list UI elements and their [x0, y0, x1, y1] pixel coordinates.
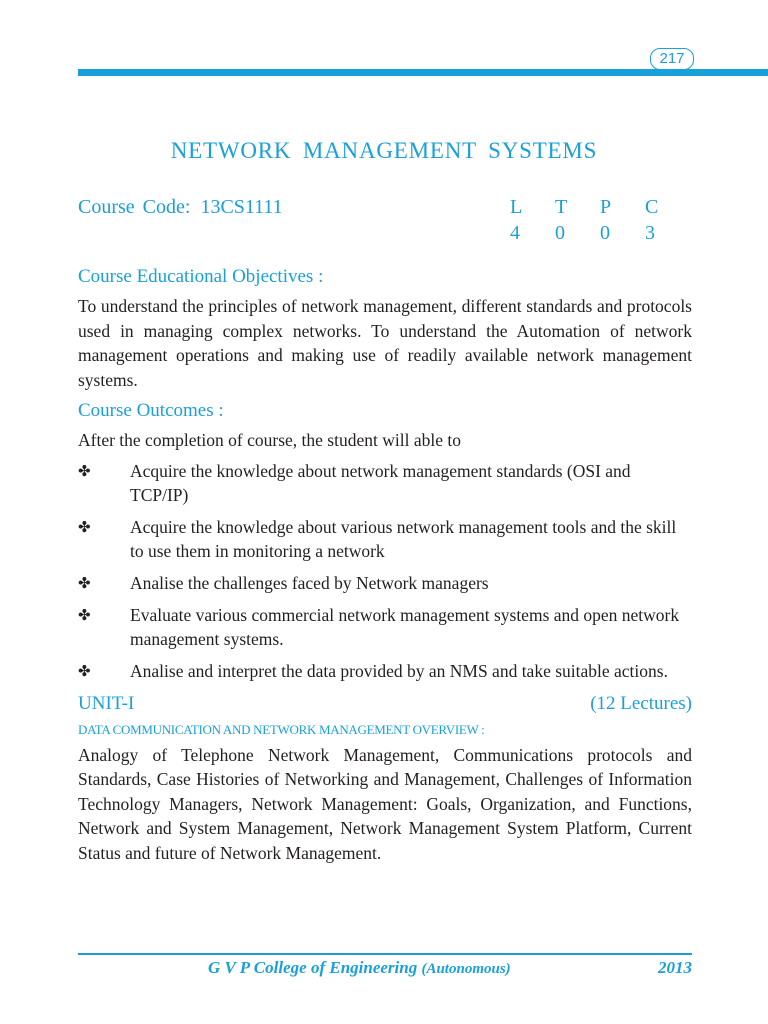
bullet-icon: ✤ [78, 605, 91, 624]
course-code-value: 13CS1111 [200, 196, 283, 218]
list-item [78, 603, 692, 651]
bullet-icon: ✤ [78, 573, 91, 592]
footer-year: 2013 [658, 958, 692, 977]
ltpc-headers [510, 196, 690, 219]
ltpc-value-l: 4 [510, 222, 520, 244]
page-title: NETWORK MANAGEMENT SYSTEMS [170, 138, 598, 163]
bullet-icon: ✤ [78, 461, 91, 480]
footer-college [208, 958, 511, 978]
ltpc-header-c: C [645, 196, 659, 218]
list-item [78, 659, 692, 683]
ltpc-header-t: T [555, 196, 568, 218]
course-code [78, 196, 283, 219]
ltpc-value-c: 3 [645, 222, 655, 244]
college-name: G V P College of Engineering [208, 958, 418, 977]
outcome-text: Analise and interpret the data provided by an NMS and take suitable actions. [130, 660, 668, 681]
outcomes-intro: After the completion of course, the student will able to [78, 430, 461, 450]
unit-label: UNIT-I [78, 692, 135, 714]
outcomes-heading: Course Outcomes : [78, 400, 224, 421]
list-item [78, 571, 692, 595]
unit-header [78, 691, 692, 717]
objectives-text: To understand the principles of network management, different standards and protocols used in managing complex networks. To understand the Automation of network management operations and making use of readily available network management systems. [78, 296, 692, 390]
unit-text: Analogy of Telephone Network Management, Communications protocols and Standards, Case Histories of Networking and Management, Challenges of Information Technology Managers, Network Management: Goals, Organization, and Functions, Network and System Management, Network Management System Platform, Current Status and future of Network Management. [78, 744, 692, 863]
outcome-text: Acquire the knowledge about various network management tools and the skill to use them in monitoring a network [130, 516, 677, 561]
unit-subheading: DATA COMMUNICATION AND NETWORK MANAGEMENT OVERVIEW : [78, 721, 485, 737]
main-content [78, 264, 692, 865]
ltpc-value-p: 0 [600, 222, 610, 244]
bullet-icon: ✤ [78, 517, 91, 536]
page-number: 217 [650, 48, 694, 70]
ltpc-header-l: L [510, 196, 523, 218]
outcome-text: Acquire the knowledge about network management standards (OSI and TCP/IP) [130, 460, 631, 505]
ltpc-header-p: P [600, 196, 612, 218]
list-item [78, 459, 692, 507]
ltpc-value-t: 0 [555, 222, 565, 244]
bullet-icon: ✤ [78, 661, 91, 680]
outcome-text: Evaluate various commercial network management systems and open network management systems. [130, 604, 680, 649]
list-item [78, 515, 692, 563]
bottom-rule [78, 953, 692, 955]
outcomes-list [78, 459, 692, 683]
unit-lectures: (12 Lectures) [590, 692, 692, 714]
top-rule [78, 69, 768, 76]
college-autonomous: (Autonomous) [421, 961, 511, 977]
ltpc-values [510, 222, 690, 245]
course-code-label: Course Code: [78, 196, 191, 218]
outcome-text: Analise the challenges faced by Network managers [130, 572, 489, 593]
objectives-heading: Course Educational Objectives : [78, 266, 324, 287]
